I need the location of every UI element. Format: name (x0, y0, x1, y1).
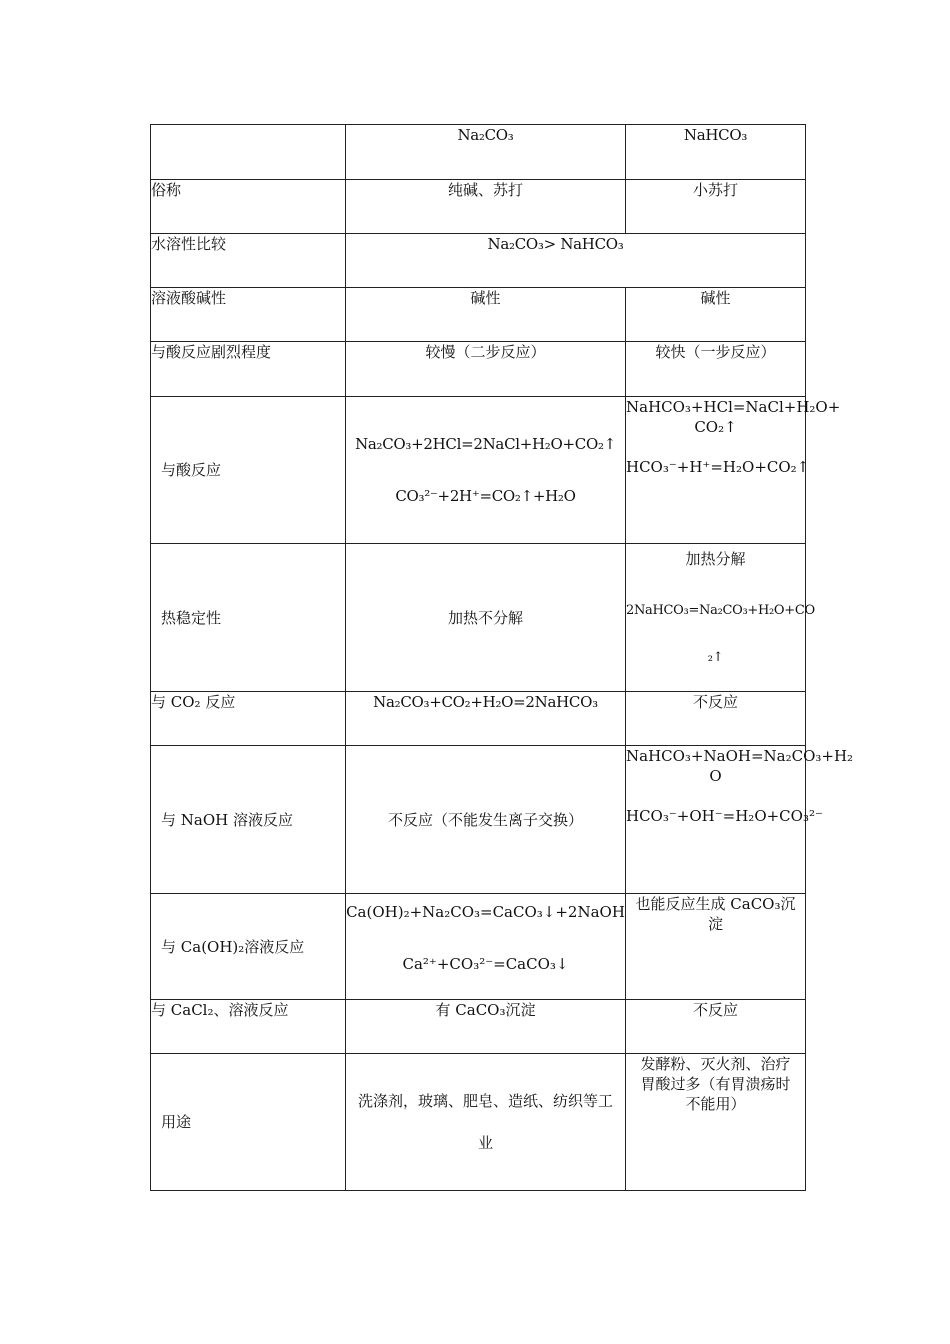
equation-line: Na₂CO₃+2HCl=2NaCl+H₂O+CO₂↑ (355, 435, 616, 453)
equation-line-cont: O (709, 767, 722, 785)
row-label: 用途 (151, 1054, 346, 1191)
cell-text-cont: 不能用） (685, 1095, 746, 1113)
cell-na2co3: 加热不分解 (346, 544, 626, 692)
cell-text: 也能反应生成 CaCO₃沉 (635, 895, 796, 913)
cell-nahco3: 小苏打 (626, 180, 806, 234)
cell-na2co3: 纯碱、苏打 (346, 180, 626, 234)
row-label: 与 Ca(OH)₂溶液反应 (151, 894, 346, 1000)
table-row (151, 180, 806, 234)
ionic-equation-line: Ca²⁺+CO₃²⁻=CaCO₃↓ (402, 955, 569, 973)
merged-cell-solubility: Na₂CO₃> NaHCO₃ (346, 234, 806, 288)
cell-text: 洗涤剂，玻璃、肥皂、造纸、纺织等工 (357, 1092, 613, 1110)
cell-na2co3 (346, 1054, 626, 1191)
ionic-equation-line: HCO₃⁻+H⁺=H₂O+CO₂↑ (626, 458, 810, 476)
cell-text-cont: 业 (477, 1134, 493, 1152)
row-label: 与酸反应剧烈程度 (151, 342, 346, 397)
table-row (151, 1000, 806, 1054)
ionic-equation-line: HCO₃⁻+OH⁻=H₂O+CO₃²⁻ (626, 807, 823, 825)
equation-line: Ca(OH)₂+Na₂CO₃=CaCO₃↓+2NaOH (346, 903, 625, 921)
row-label: 热稳定性 (151, 544, 346, 692)
cell-text: 发酵粉、灭火剂、治疗 (640, 1055, 791, 1073)
table-header-row (151, 125, 806, 180)
cell-na2co3: 较慢（二步反应） (346, 342, 626, 397)
cell-text: 加热分解 (685, 550, 746, 568)
cell-nahco3: 碱性 (626, 288, 806, 342)
table-row (151, 746, 806, 894)
cell-na2co3 (346, 397, 626, 544)
cell-na2co3: 碱性 (346, 288, 626, 342)
cell-na2co3: 有 CaCO₃沉淀 (346, 1000, 626, 1054)
cell-nahco3: 不反应 (626, 692, 806, 746)
cell-text-cont: 胃酸过多（有胃溃疡时 (640, 1075, 791, 1093)
cell-nahco3 (626, 746, 854, 894)
table-row (151, 342, 806, 397)
table-row (151, 692, 806, 746)
row-label: 与酸反应 (151, 397, 346, 544)
header-na2co3: Na₂CO₃ (346, 125, 626, 180)
header-nahco3: NaHCO₃ (626, 125, 806, 180)
row-label: 水溶性比较 (151, 234, 346, 288)
table-row (151, 1054, 806, 1191)
equation-line-cont: CO₂↑ (694, 418, 737, 436)
cell-na2co3: 不反应（不能发生离子交换） (346, 746, 626, 894)
ionic-equation-line: CO₃²⁻+2H⁺=CO₂↑+H₂O (395, 487, 576, 505)
equation-line: NaHCO₃+HCl=NaCl+H₂O+ (626, 398, 841, 416)
cell-nahco3 (626, 544, 815, 692)
table-row (151, 397, 806, 544)
table-row (151, 894, 806, 1000)
equation-line: 2NaHCO₃=Na₂CO₃+H₂O+CO (626, 603, 815, 618)
cell-text-cont: 淀 (707, 915, 723, 933)
cell-nahco3 (626, 1054, 806, 1191)
row-label: 俗称 (151, 180, 346, 234)
cell-nahco3: 较快（一步反应） (626, 342, 806, 397)
equation-line-cont: ₂↑ (707, 650, 724, 665)
cell-na2co3: Na₂CO₃+CO₂+H₂O=2NaHCO₃ (346, 692, 626, 746)
table-row (151, 234, 806, 288)
comparison-table (150, 124, 854, 1191)
table-row (151, 288, 806, 342)
cell-nahco3 (626, 397, 841, 544)
row-label: 溶液酸碱性 (151, 288, 346, 342)
equation-line: NaHCO₃+NaOH=Na₂CO₃+H₂ (626, 747, 854, 765)
row-label: 与 NaOH 溶液反应 (151, 746, 346, 894)
table-row (151, 544, 806, 692)
row-label: 与 CaCl₂、溶液反应 (151, 1000, 346, 1054)
cell-nahco3 (626, 894, 806, 1000)
header-empty-cell (151, 125, 346, 180)
cell-nahco3: 不反应 (626, 1000, 806, 1054)
cell-na2co3 (346, 894, 626, 1000)
row-label: 与 CO₂ 反应 (151, 692, 346, 746)
